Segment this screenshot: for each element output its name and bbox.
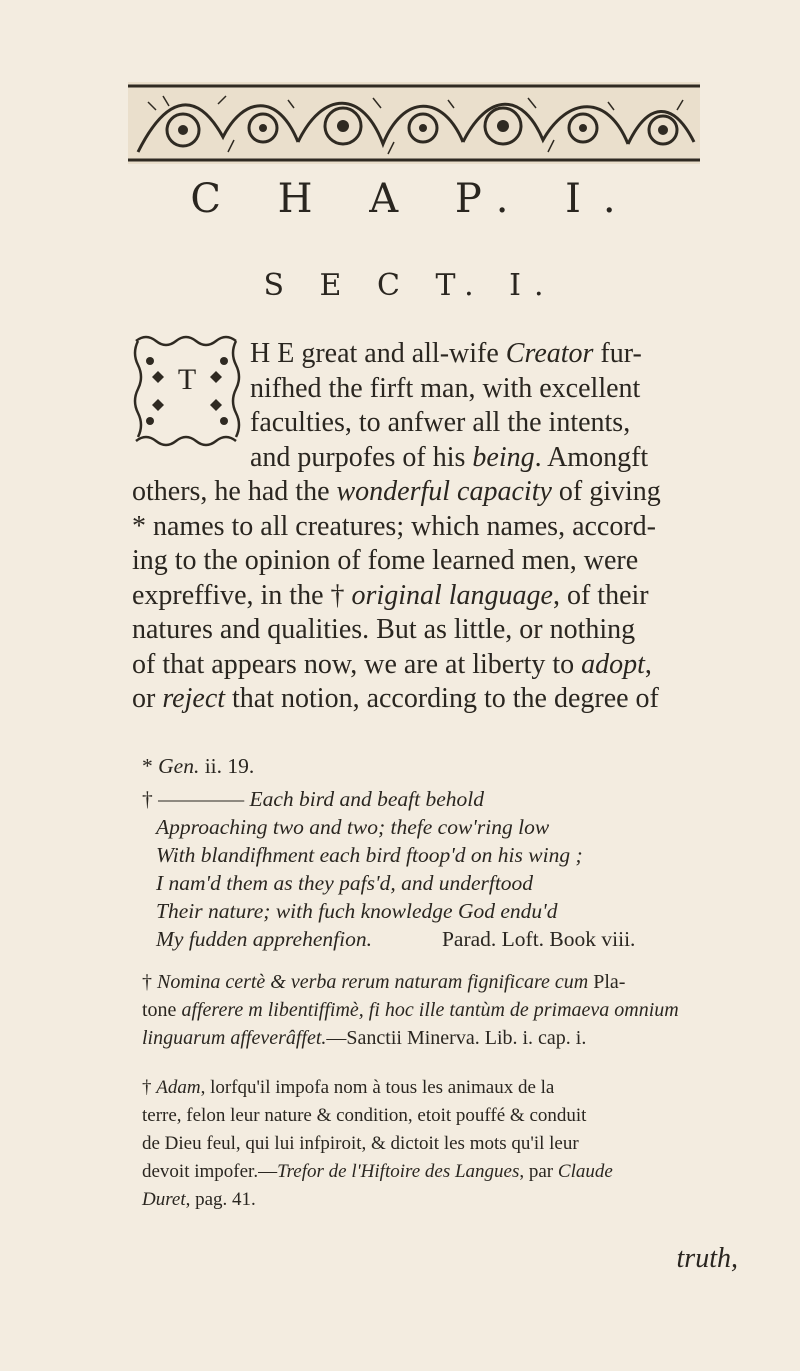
footnote-genesis	[142, 752, 772, 780]
text-line: ing to the opinion of fome learned men, were	[132, 545, 639, 576]
text-line: natures and qualities. But as little, or nothing	[132, 614, 636, 645]
catchword: truth,	[676, 1243, 738, 1274]
footnote-line: Approaching two and two; thefe cow'ring low	[156, 815, 550, 839]
footnote-line: tone afferere m libentiffimè, fi hoc ille tantùm de primaeva omnium	[142, 999, 679, 1021]
footnote-line: With blandifhment each bird ftoop'd on his wing ;	[156, 843, 583, 867]
footnote-latin	[142, 968, 772, 1052]
footnote-french	[142, 1074, 772, 1214]
text-line: of that appears now, we are at liberty to adopt,	[132, 648, 652, 680]
footnote-line: My fudden apprehenfion. Parad. Loft. Book viii.	[156, 927, 636, 951]
ornamental-headpiece	[128, 82, 700, 164]
footnote-line: † ———— Each bird and beaft behold	[142, 787, 484, 811]
footnote-line: de Dieu feul, qui lui infpiroit, & dictoit les mots qu'il leur	[142, 1133, 579, 1154]
footnote-line: Their nature; with fuch knowledge God endu'd	[156, 899, 558, 923]
initial-letter: T	[177, 363, 197, 396]
text-line: H E great and all-wife Creator fur-	[250, 338, 642, 369]
footnote-line: * Gen. ii. 19.	[142, 754, 255, 778]
text-line: * names to all creatures; which names, accord-	[132, 510, 657, 542]
text-line: expreffive, in the † original language, of their	[132, 579, 649, 611]
text-line: and purpofes of his being. Amongft	[250, 441, 649, 473]
footnote-line: † Adam, lorfqu'il impofa nom à tous les animaux de la	[142, 1077, 555, 1098]
footnote-line: Duret, pag. 41.	[142, 1189, 256, 1210]
main-paragraph	[132, 337, 772, 717]
text-line: faculties, to anfwer all the intents,	[250, 407, 631, 438]
footnote-line: I nam'd them as they pafs'd, and underftood	[156, 871, 534, 895]
footnote-line: linguarum affeverâffet.—Sanctii Minerva. Lib. i. cap. i.	[142, 1027, 587, 1049]
footnote-line: terre, felon leur nature & condition, etoit pouffé & conduit	[142, 1105, 587, 1126]
footnote-line: devoit impofer.—Trefor de l'Hiftoire des Langues, par Claude	[142, 1161, 613, 1182]
text-line: others, he had the wonderful capacity of giving	[132, 476, 661, 507]
footnote-milton	[142, 785, 772, 953]
text-line: or reject that notion, according to the degree of	[132, 683, 659, 714]
footnote-line: † Nomina certè & verba rerum naturam fignificare cum Pla-	[142, 971, 626, 993]
chapter-heading: C H A P. I.	[190, 176, 638, 222]
text-line: nifhed the firft man, with excellent	[250, 372, 641, 404]
section-heading: S E C T. I.	[263, 268, 557, 303]
